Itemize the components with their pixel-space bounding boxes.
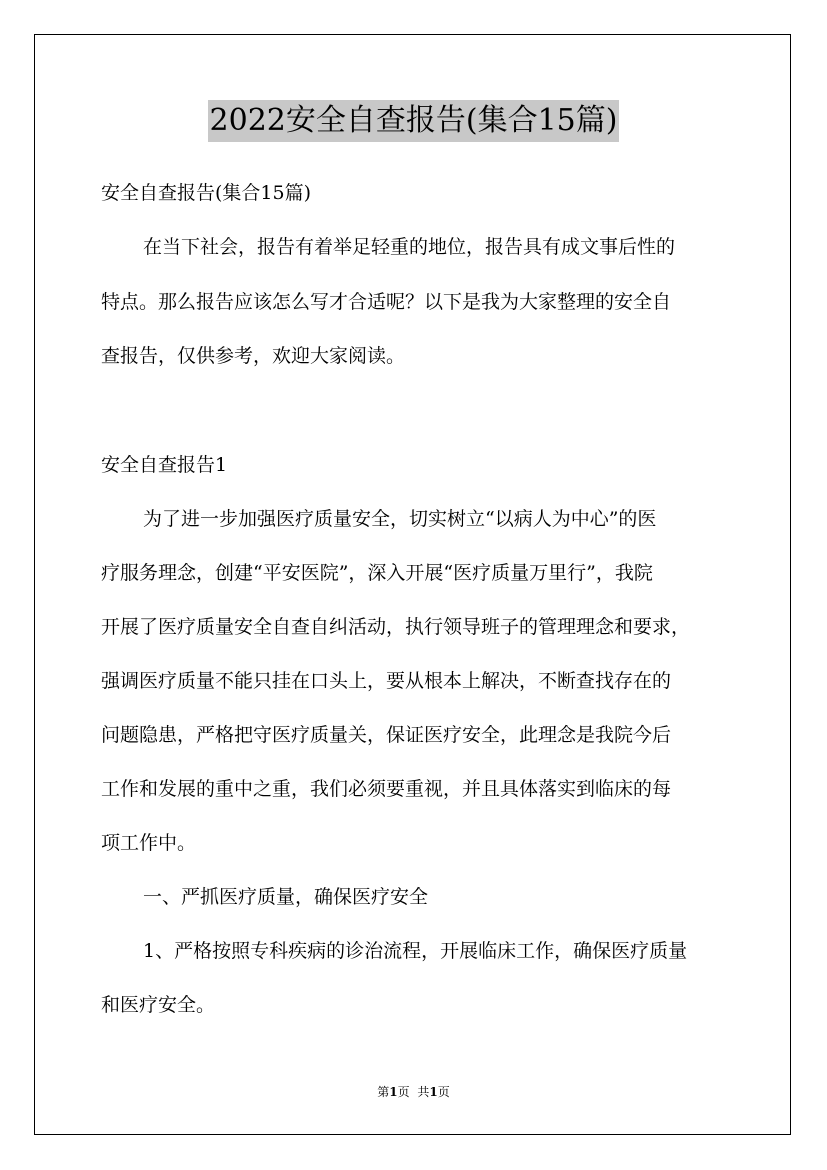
- body-line-6: 工作和发展的重中之重，我们必须要重视，并且具体落实到临床的每: [101, 778, 672, 800]
- intro-line-2: 特点。那么报告应该怎么写才合适呢？以下是我为大家整理的安全自: [101, 291, 672, 313]
- document-title: 2022安全自查报告(集合15篇): [208, 100, 620, 142]
- intro-line-1: 在当下社会，报告有着举足轻重的地位，报告具有成文事后性的: [143, 236, 676, 258]
- footer-total-prefix: 共: [417, 1085, 430, 1099]
- body-line-3: 开展了医疗质量安全自查自纠活动，执行领导班子的管理理念和要求，: [101, 616, 691, 638]
- body-line-7: 项工作中。: [101, 832, 197, 854]
- page-footer: [0, 1084, 827, 1100]
- subtitle: 安全自查报告(集合15篇): [101, 182, 312, 204]
- footer-total-number: 1: [429, 1085, 438, 1099]
- footer-page-suffix: 页: [397, 1085, 410, 1099]
- body-line-5: 问题隐患，严格把守医疗质量关，保证医疗安全，此理念是我院今后: [101, 724, 672, 746]
- title-container: [0, 100, 827, 142]
- footer-page-prefix: 第: [377, 1085, 390, 1099]
- section-heading: 安全自查报告1: [101, 454, 228, 476]
- item1-line-2: 和医疗安全。: [101, 994, 216, 1016]
- footer-total-suffix: 页: [437, 1085, 450, 1099]
- footer-page-number: 1: [389, 1085, 398, 1099]
- intro-line-3: 查报告，仅供参考，欢迎大家阅读。: [101, 345, 406, 367]
- item-heading: 一、严抓医疗质量，确保医疗安全: [143, 886, 429, 908]
- item1-line-1: 1、严格按照专科疾病的诊治流程，开展临床工作，确保医疗质量: [143, 940, 688, 962]
- body-line-1: 为了进一步加强医疗质量安全，切实树立“以病人为中心”的医: [143, 508, 657, 530]
- body-line-2: 疗服务理念，创建“平安医院”，深入开展“医疗质量万里行”，我院: [101, 562, 653, 584]
- body-line-4: 强调医疗质量不能只挂在口头上，要从根本上解决，不断查找存在的: [101, 670, 672, 692]
